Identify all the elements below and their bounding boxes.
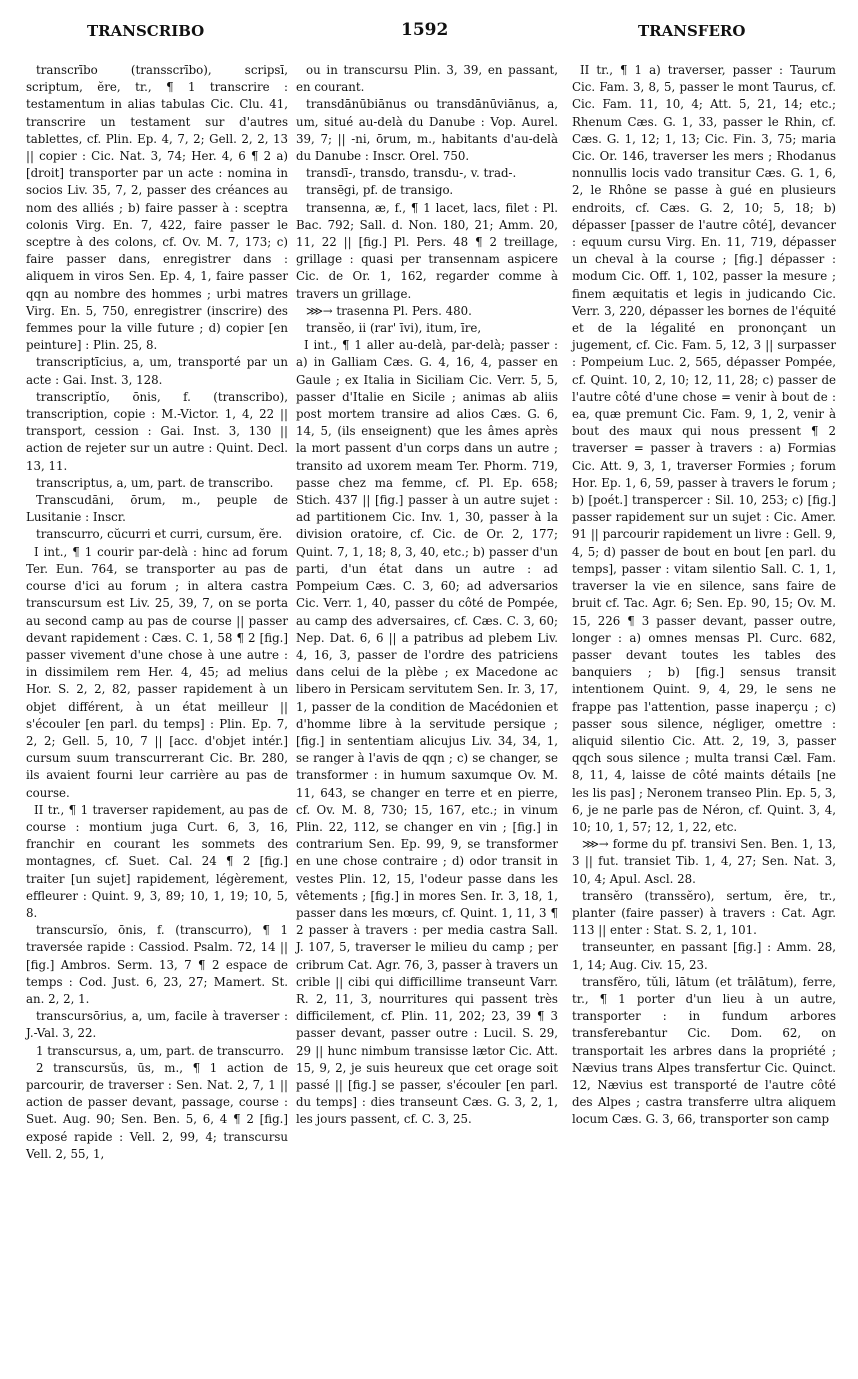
entry-section: II tr., ¶ 1 traverser rapidement, au pas de course : montium juga Curt. 6, 3, 16, franchir en courant les sommets des montagnes, cf. Suet. Cal. 24 ¶ 2 [fig.] traiter [un sujet] rapidement, légèrement, effleurer : Quint. 9, 3, 89; 10, 1, 19; 10, 5, 8.	[26, 802, 288, 920]
entry-note: ⋙→ forme du pf. transivi Sen. Ben. 1, 13, 3 || fut. transiet Tib. 1, 4, 27; Sen. Nat. 3, 10, 4; Apul. Ascl. 28.	[572, 837, 836, 886]
entry: 2 transcursŭs, ūs, m., ¶ 1 action de parcourir, de traverser : Sen. Nat. 2, 7, 1 || action de passer devant, passage, course : Suet. Aug. 90; Sen. Ben. 5, 6, 4 ¶ 2 [fig.] exposé rapide : Vell. 2, 99, 4; transcursu Vell. 2, 55, 1,	[26, 1060, 288, 1161]
entry: transeunter, en passant [fig.] : Amm. 28, 1, 14; Aug. Civ. 15, 23.	[572, 940, 836, 972]
entry: transēgi, pf. de transigo.	[306, 183, 454, 198]
entry: transcursōrius, a, um, facile à traverser : J.-Val. 3, 22.	[26, 1009, 288, 1041]
entry: transcurro, cŭcurri et curri, cursum, ĕre.	[36, 527, 283, 542]
entry-section: I int., ¶ 1 aller au-delà, par-delà; passer : a) in Galliam Cæs. G. 4, 16, 4, passer en Gaule ; ex Italia in Siciliam Cic. Verr. 5, 5, passer d'Italie en Sicile ; animas ab aliis post mortem transire ad alios Cæs. G. 6, 14, 5, (ils enseignent) que les âmes après la mort passent d'un corps dans un autre ; transito ad uxorem meam Ter. Phorm. 719, passe chez ma femme, cf. Pl. Ep. 658; Stich. 437 || [fig.] passer à un autre sujet : ad partitionem Cic. Inv. 1, 30, passer à la division oratoire, cf. Cic. de Or. 2, 177; Quint. 7, 1, 18; 8, 3, 40, etc.; b) passer d'un parti, d'un état dans un autre : ad Pompeium Cæs. C. 3, 60; ad adversarios Cic. Verr. 1, 40, passer du côté de Pompée, au camp des adversaires, cf. Cæs. C. 3, 60; Nep. Dat. 6, 6 || a patribus ad plebem Liv. 4, 16, 3, passer de l'ordre des patriciens dans celui de la plèbe ; ex Macedone ac libero in Persicam servitutem Sen. Ir. 3, 17, 1, passer de la condition de Macédonien et d'homme libre à la servitude persique ; [fig.] in sententiam alicujus Liv. 34, 34, 1, se ranger à l'avis de qqn ; c) se changer, se transformer : in humum saxumque Ov. M. 11, 643, se changer en terre et en pierre, cf. Ov. M. 8, 730; 15, 167, etc.; in vinum Plin. 22, 112, se changer en vin ; [fig.] in contrarium Sen. Ep. 99, 9, se transformer en une chose contraire ; d) odor transit in vestes Plin. 12, 15, l'odeur passe dans les vêtements ; [fig.] in mores Sen. Ir. 3, 18, 1, passer dans les mœurs, cf. Quint. 1, 11, 3 ¶ 2 passer à travers : per media castra Sall. J. 107, 5, traverser le milieu du camp ; per cribrum Cat. Agr. 76, 3, passer à travers un crible || cibi qui difficillime transeunt Varr. R. 2, 11, 3, nourritures qui passent très difficilement, cf. Plin. 11, 202; 23, 39 ¶ 3 passer devant, passer outre : Lucil. S. 29, 29 || hunc nimbum transisse lætor Cic. Att. 15, 9, 2, je suis heureux que cet orage soit passé || [fig.] se passer, s'écouler [en parl. du temps] : dies transeunt Cæs. G. 3, 2, 1, les jours passent, cf. C. 3, 25.	[296, 338, 558, 1127]
entry: transĕro (transsĕro), sertum, ĕre, tr., planter (faire passer) à travers : Cat. Agr. 113 || enter : Stat. S. 2, 1, 101.	[572, 888, 836, 938]
entry: transcrībo (transscrībo), scripsī, scriptum, ĕre, tr., ¶ 1 transcrire : testamentum in alias tabulas Cic. Clu. 41, transcrire un testament sur d'autres tablettes, cf. Plin. Ep. 4, 7, 2; Gell. 2, 2, 13 || copier : Cic. Nat. 3, 74; Her. 4, 6 ¶ 2 a) [droit] transporter par un acte : nomina in socios Liv. 35, 7, 2, passer des créances au nom des alliés ; b) faire passer à : sceptra colonis Virg. En. 7, 422, faire passer le sceptre à des colons, cf. Ov. M. 7, 173; c) faire passer dans, enregistrer dans : aliquem in viros Sen. Ep. 4, 1, faire passer qqn au nombre des hommes ; urbi matres Virg. En. 5, 750, enregistrer (inscrire) des femmes pour la ville future ; d) copier [en peinture] : Plin. 25, 8.	[26, 63, 288, 353]
entry-note: ⋙→ trasenna Pl. Pers. 480.	[306, 303, 472, 318]
left-guide-word: TRANSCRIBO	[87, 22, 205, 40]
page-number: 1592	[401, 20, 449, 40]
entry-section: I int., ¶ 1 courir par-delà : hinc ad forum Ter. Eun. 764, se transporter au pas de course d'ici au forum ; in altera castra transcursum est Liv. 25, 39, 7, on se porta au second camp au pas de course || passer devant rapidement : Cæs. C. 1, 58 ¶ 2 [fig.] passer vivement d'une chose à une autre : in dissimilem rem Her. 4, 45; ad melius Hor. S. 2, 2, 82, passer rapidement à un objet différent, à un état meilleur || s'écouler [en parl. du temps] : Plin. Ep. 7, 2, 2; Gell. 5, 10, 7 || [acc. d'objet intér.] cursum suum transcurrerant Cic. Br. 280, ils avaient fourni leur carrière au pas de course.	[26, 544, 288, 800]
entry: Transcudāni, ōrum, m., peuple de Lusitanie : Inscr.	[26, 493, 288, 525]
entry: transĕo, ii (rar' īvi), itum, īre,	[306, 321, 482, 336]
entry: transdī-, transdo, transdu-, v. trad-.	[306, 166, 517, 181]
entry-section: II tr., ¶ 1 a) traverser, passer : Taurum Cic. Fam. 3, 8, 5, passer le mont Taurus, cf. Cic. Fam. 11, 10, 4; Att. 5, 21, 14; etc.; Rhenum Cæs. G. 1, 33, passer le Rhin, cf. Cæs. G. 1, 12; 1, 13; Cic. Fin. 3, 75; maria Cic. Or. 146, traverser les mers ; Rhodanus nonnullis locis vado transitur Cæs. G. 1, 6, 2, le Rhône se passe à gué en plusieurs endroits, cf. Cæs. G. 2, 10; 5, 18; b) dépasser [passer de l'autre côté], devancer : equum cursu Virg. En. 11, 719, dépasser un cheval à la course ; [fig.] dépasser : modum Cic. Off. 1, 102, passer la mesure ; finem æquitatis et legis in judicando Cic. Verr. 3, 220, dépasser les bornes de l'équité et de la légalité en prononçant un jugement, cf. Cic. Fam. 5, 12, 3 || surpasser : Pompeium Luc. 2, 565, dépasser Pompée, cf. Quint. 10, 2, 10; 12, 11, 28; c) passer de l'autre côté d'une chose = venir à bout de : ea, quæ premunt Cic. Fam. 9, 1, 2, venir à bout des maux qui nous pressent ¶ 2 traverser = passer à travers : a) Formias Cic. Att. 9, 3, 1, traverser Formies ; forum Hor. Ep. 1, 6, 59, passer à travers le forum ; b) [poét.] transpercer : Sil. 10, 253; c) [fig.] passer rapidement sur un sujet : Cic. Amer. 91 || parcourir rapidement un livre : Gell. 9, 4, 5; d) passer de bout en bout [en parl. du temps], passer : vitam silentio Sall. C. 1, 1, traverser la vie en silence, sans faire de bruit cf. Tac. Agr. 6; Sen. Ep. 90, 15; Ov. M. 15, 226 ¶ 3 passer devant, passer outre, longer : a) omnes mensas Pl. Curc. 682, passer devant toutes les tables des banquiers ; b) [fig.] sensus transit intentionem Quint. 9, 4, 29, le sens ne frappe pas l'attention, passe inaperçu ; c) passer sous silence, négliger, omettre : aliquid silentio Cic. Att. 2, 19, 3, passer qqch sous silence ; multa transi Cæl. Fam. 8, 11, 4, laisse de côté maints détails [ne les lis pas] ; Neronem transeo Plin. Ep. 5, 3, 6, je ne parle pas de Néron, cf. Quint. 3, 4, 10; 10, 1, 57; 12, 1, 22, etc.	[572, 63, 836, 834]
entry: transenna, æ, f., ¶ 1 lacet, lacs, filet : Pl. Bac. 792; Sall. d. Non. 180, 21; Amm. 20, 11, 22 || [fig.] Pl. Pers. 48 ¶ 2 treillage, grillage : quasi per transennam aspicere Cic. de Or. 1, 162, regarder comme à travers un grillage.	[296, 200, 558, 301]
entry: transcriptus, a, um, part. de transcribo.	[36, 475, 274, 490]
entry: transfĕro, tŭli, lātum (et trālātum), ferre, tr., ¶ 1 porter d'un lieu à un autre, transporter : in fundum arbores transferebantur Cic. Dom. 62, on transportait les arbres dans la propriété ; Nævius trans Alpes transfertur Cic. Quinct. 12, Nævius est transporté de l'autre côté des Alpes ; castra transferre ultra aliquem locum Cæs. G. 3, 66, transporter son camp	[572, 974, 836, 1127]
entry: transcursĭo, ōnis, f. (transcurro), ¶ 1 traversée rapide : Cassiod. Psalm. 72, 14 || [fig.] Ambros. Serm. 13, 7 ¶ 2 espace de temps : Cod. Just. 6, 23, 27; Mamert. St. an. 2, 2, 1.	[26, 923, 288, 1006]
column-middle	[296, 62, 558, 1129]
entry: 1 transcursus, a, um, part. de transcurro.	[36, 1043, 285, 1058]
entry-continuation: ou in transcursu Plin. 3, 39, en passant, en courant.	[296, 63, 558, 95]
right-guide-word: TRANSFERO	[638, 22, 746, 40]
column-right	[572, 62, 836, 1129]
entry: transcriptĭo, ōnis, f. (transcribo), transcription, copie : M.-Victor. 1, 4, 22 || transport, cession : Gai. Inst. 3, 130 || action de rejeter sur un autre : Quint. Decl. 13, 11.	[26, 389, 288, 473]
page-header	[0, 0, 858, 52]
column-left	[26, 62, 288, 1163]
entry: transcriptīcius, a, um, transporté par un acte : Gai. Inst. 3, 128.	[26, 355, 288, 387]
entry: transdānūbiānus ou transdānūviānus, a, um, situé au-delà du Danube : Vop. Aurel. 39, 7; || -ni, ōrum, m., habitants d'au-delà du Danube : Inscr. Orel. 750.	[296, 97, 558, 164]
